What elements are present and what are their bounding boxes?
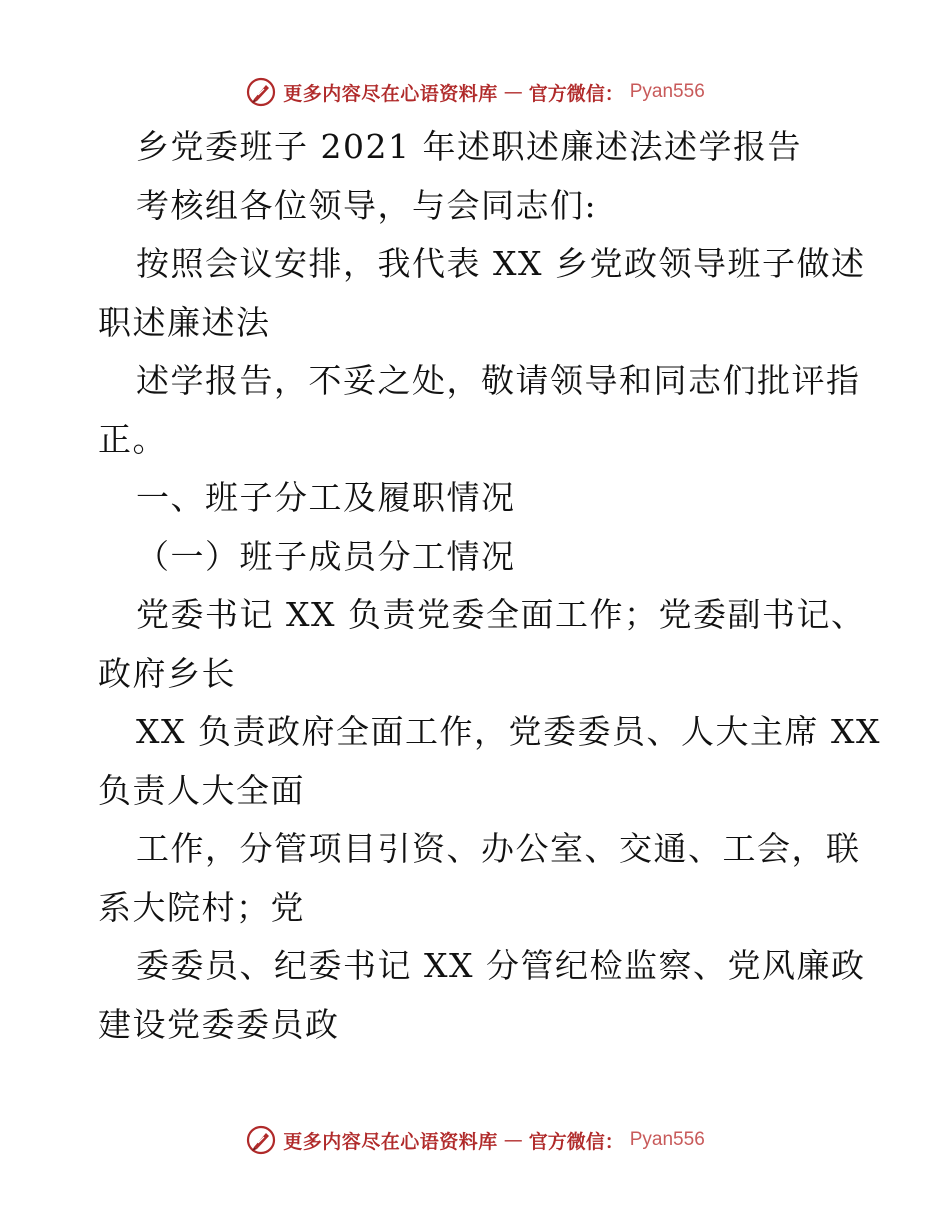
watermark-dash: — xyxy=(503,1129,523,1151)
paragraph-line: 党委书记 XX 负责党委全面工作；党委副书记、 xyxy=(136,595,866,634)
quill-pen-logo-icon xyxy=(245,1124,277,1156)
paragraph-line: 建设党委委员政 xyxy=(98,1004,340,1044)
watermark-text: 更多内容尽在心语资料库 xyxy=(283,1130,498,1153)
paragraph-line: 正。 xyxy=(98,419,167,459)
subsection-heading: （一）班子成员分工情况 xyxy=(136,536,516,576)
watermark-text: 更多内容尽在心语资料库 xyxy=(283,82,498,105)
document-title: 乡党委班子 2021 年述职述廉述法述学报告 xyxy=(136,127,802,166)
section-heading: 一、班子分工及履职情况 xyxy=(136,478,516,517)
paragraph-line: 按照会议安排，我代表 XX 乡党政领导班子做述 xyxy=(136,244,866,283)
header-watermark xyxy=(0,72,950,112)
paragraph-line: 职述廉述法 xyxy=(98,302,271,342)
salutation: 考核组各位领导，与会同志们: xyxy=(136,185,598,225)
paragraph-line: 述学报告，不妥之处，敬请领导和同志们批评指 xyxy=(136,361,861,400)
watermark-dash: — xyxy=(503,81,523,103)
paragraph-line: 负责人大全面 xyxy=(98,770,305,810)
paragraph-line: 工作，分管项目引资、办公室、交通、工会，联 xyxy=(136,829,861,868)
watermark-wechat-id: Pyan556 xyxy=(629,1129,705,1150)
paragraph-line: XX 负责政府全面工作，党委委员、人大主席 XX xyxy=(136,712,881,751)
paragraph-line: 委委员、纪委书记 XX 分管纪检监察、党风廉政 xyxy=(136,946,866,985)
watermark-wechat-id: Pyan556 xyxy=(629,81,705,102)
watermark-wechat-label: 官方微信： xyxy=(528,82,624,105)
paragraph-line: 系大院村；党 xyxy=(98,887,305,927)
document-body xyxy=(98,118,881,1054)
footer-watermark xyxy=(0,1120,950,1160)
quill-pen-logo-icon xyxy=(245,76,277,108)
watermark-wechat-label: 官方微信： xyxy=(528,1130,624,1153)
paragraph-line: 政府乡长 xyxy=(98,653,236,693)
